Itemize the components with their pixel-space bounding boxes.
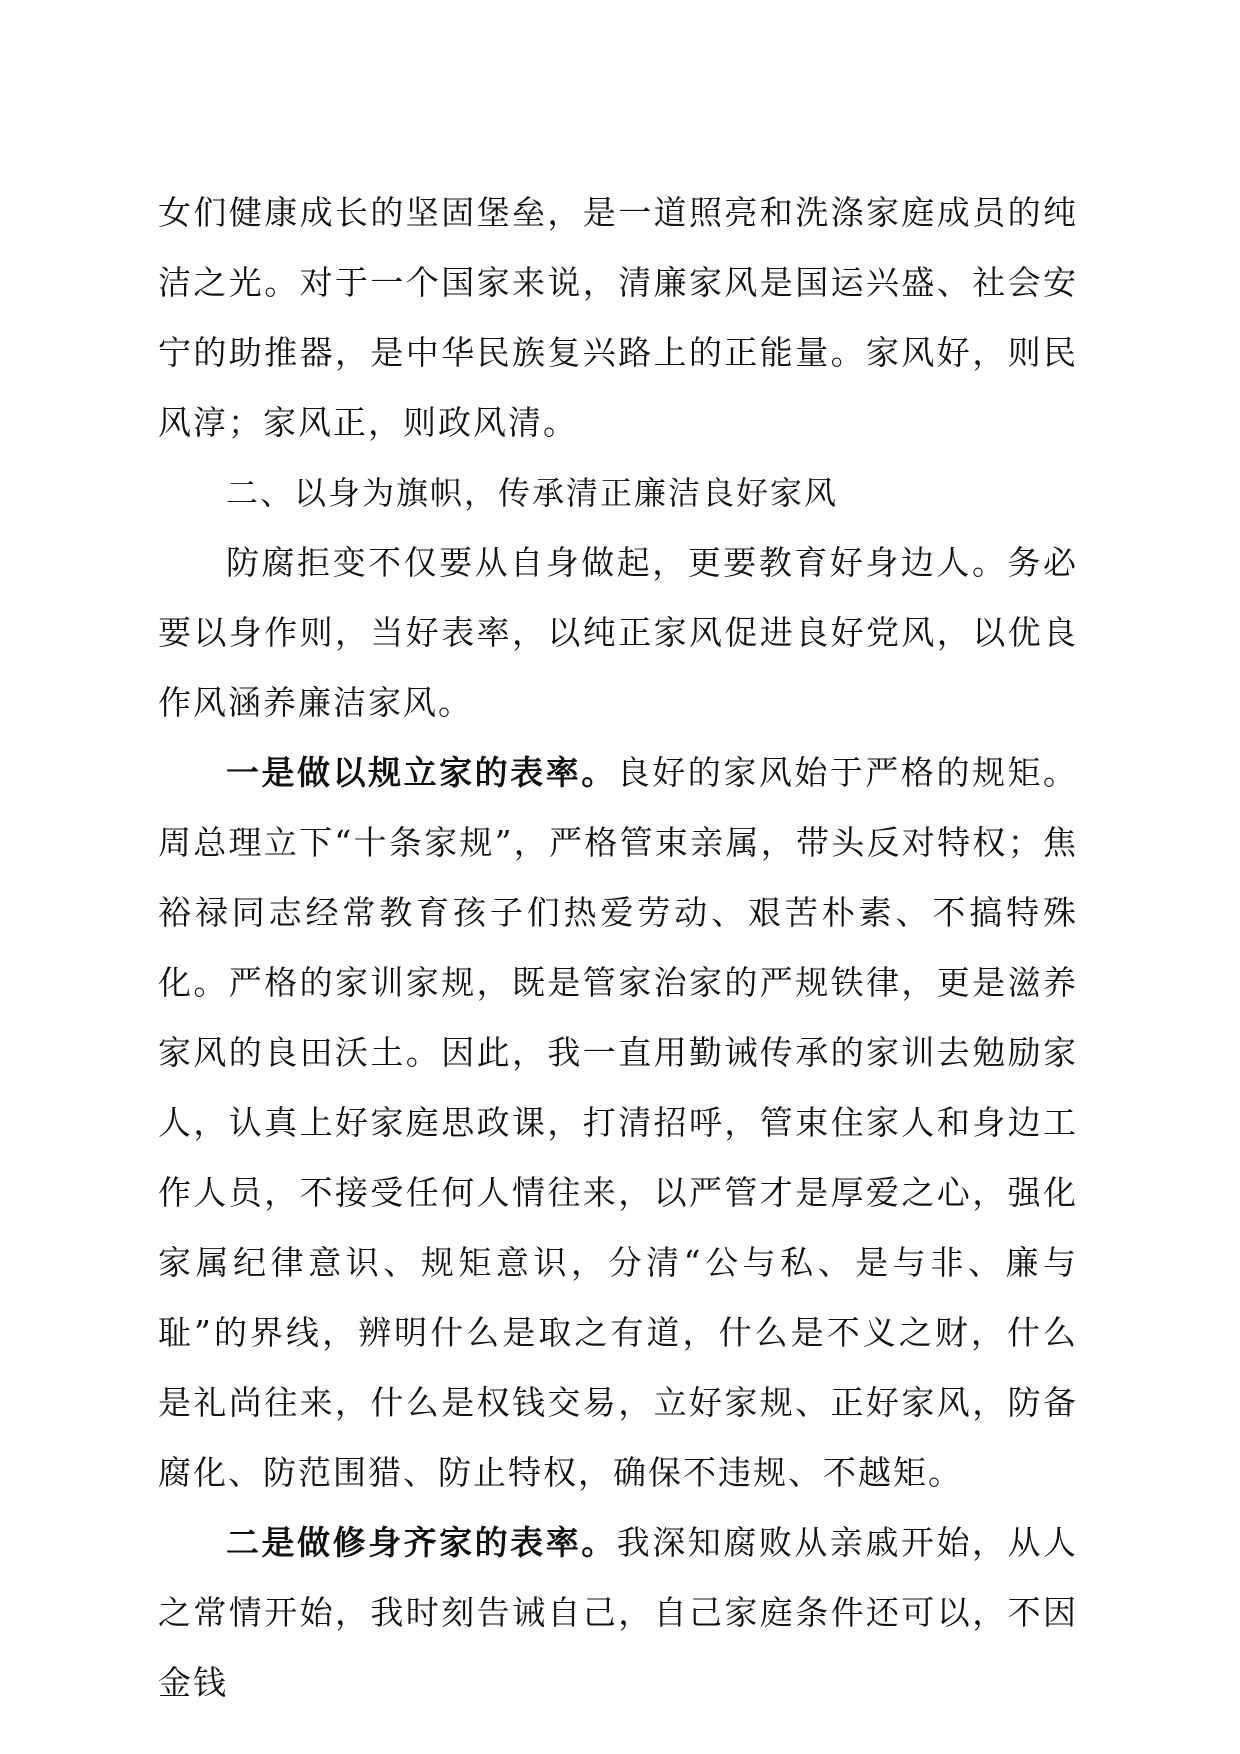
section-intro-paragraph: 防腐拒变不仅要从自身做起，更要教育好身边人。务必要以身作则，当好表率，以纯正家风促进良好党风，以优良作风涵养廉洁家风。: [158, 543, 1078, 722]
point-one-lead: 一是做以规立家的表率。: [226, 753, 617, 792]
point-two-lead: 二是做修身齐家的表率。: [226, 1523, 617, 1562]
point-one-text: 良好的家风始于严格的规矩。周总理立下“十条家规”，严格管束亲属，带头反对特权；焦裕禄同志经常教育孩子们热爱劳动、艰苦朴素、不搞特殊化。严格的家训家规，既是管家治家的严规铁律，更是滋养家风的良田沃土。因此，我一直用勤诫传承的家训去勉励家人，认真上好家庭思政课，打清招呼，管束住家人和身边工作人员，不接受任何人情往来，以严管才是厚爱之心，强化家属纪律意识、规矩意识，分清“公与私、是与非、廉与耻”的界线，辨明什么是取之有道，什么是不义之财，什么是礼尚往来，什么是权钱交易，立好家规、正好家风，防备腐化、防范围猎、防止特权，确保不违规、不越矩。: [158, 753, 1079, 1492]
document-body: [158, 178, 1078, 1718]
point-one-paragraph: [158, 738, 1078, 1508]
point-two-text: 我深知腐败从亲戚开始，从人之常情开始，我时刻告诫自己，自己家庭条件还可以，不因金钱: [158, 1523, 1079, 1702]
section-heading: 二、以身为旗帜，传承清正廉洁良好家风: [226, 474, 839, 512]
point-two-paragraph: [158, 1508, 1078, 1718]
paragraph-continuation: 女们健康成长的坚固堡垒，是一道照亮和洗涤家庭成员的纯洁之光。对于一个国家来说，清廉家风是国运兴盛、社会安宁的助推器，是中华民族复兴路上的正能量。家风好，则民风淳；家风正，则政风清。: [158, 193, 1078, 442]
